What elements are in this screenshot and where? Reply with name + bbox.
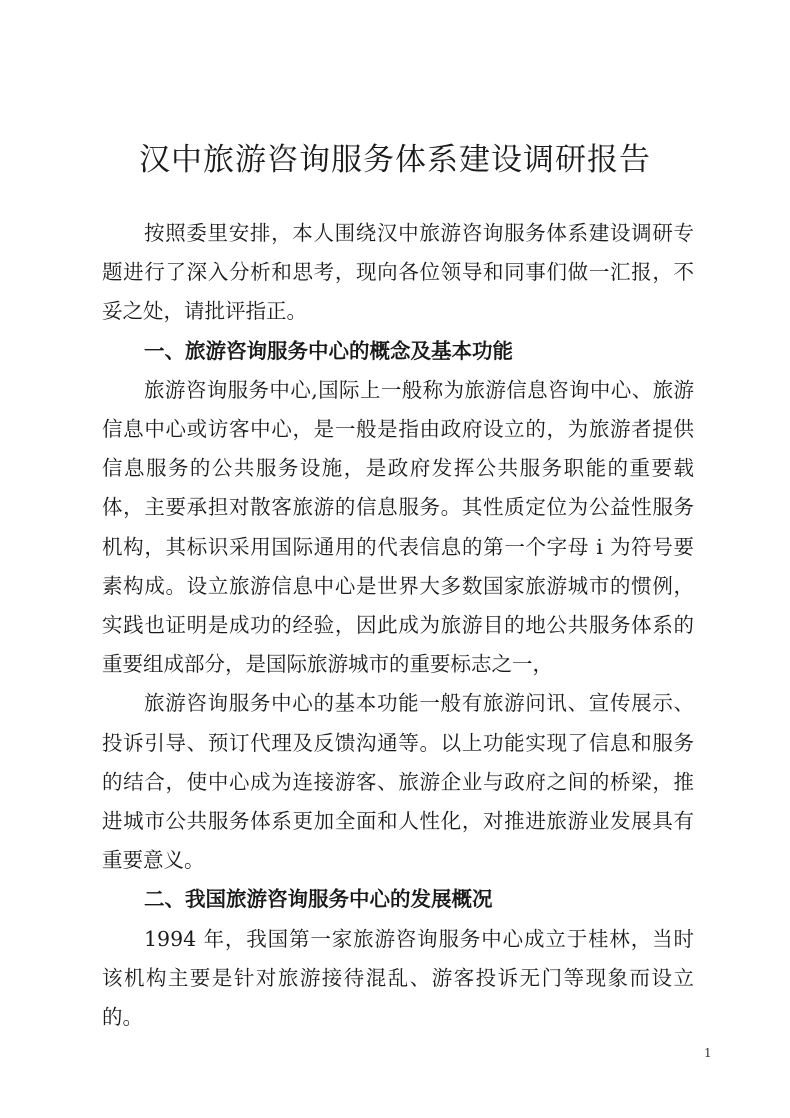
page-number: 1 xyxy=(704,1046,712,1060)
document-title: 汉中旅游咨询服务体系建设调研报告 xyxy=(139,142,651,178)
section-2-heading: 二、我国旅游咨询服务中心的发展概况 xyxy=(144,887,493,912)
section-1-paragraph-2: 旅游咨询服务中心的基本功能一般有旅游问讯、宣传展示、投诉引导、预订代理及反馈沟通等。以上功能实现了信息和服务的结合，使中心成为连接游客、旅游企业与政府之间的桥梁，推进城市公共服务体系更加全面和人性化，对推进旅游业发展具有重要意义。 xyxy=(102,691,694,873)
section-1-heading: 一、旅游咨询服务中心的概念及基本功能 xyxy=(144,338,514,363)
section-2-paragraph-1: 1994 年，我国第一家旅游咨询服务中心成立于桂林，当时该机构主要是针对旅游接待混乱、游客投诉无门等现象而设立的。 xyxy=(102,926,694,1030)
intro-paragraph: 按照委里安排，本人围绕汉中旅游咨询服务体系建设调研专题进行了深入分析和思考，现向各位领导和同事们做一汇报，不妥之处，请批评指正。 xyxy=(102,221,694,324)
section-1-paragraph-1: 旅游咨询服务中心,国际上一般称为旅游信息咨询中心、旅游信息中心或访客中心，是一般是指由政府设立的，为旅游者提供信息服务的公共服务设施，是政府发挥公共服务职能的重要载体，主要承担对散客旅游的信息服务。其性质定位为公益性服务机构，其标识采用国际通用的代表信息的第一个字母 i 为符号要素构成。设立旅游信息中心是世界大多数国家旅游城市的惯例，实践也证明是成功的经验，因此成为旅游目的地公共服务体系的重要组成部分，是国际旅游城市的重要标志之一， xyxy=(102,377,694,677)
document-body xyxy=(102,214,694,1037)
